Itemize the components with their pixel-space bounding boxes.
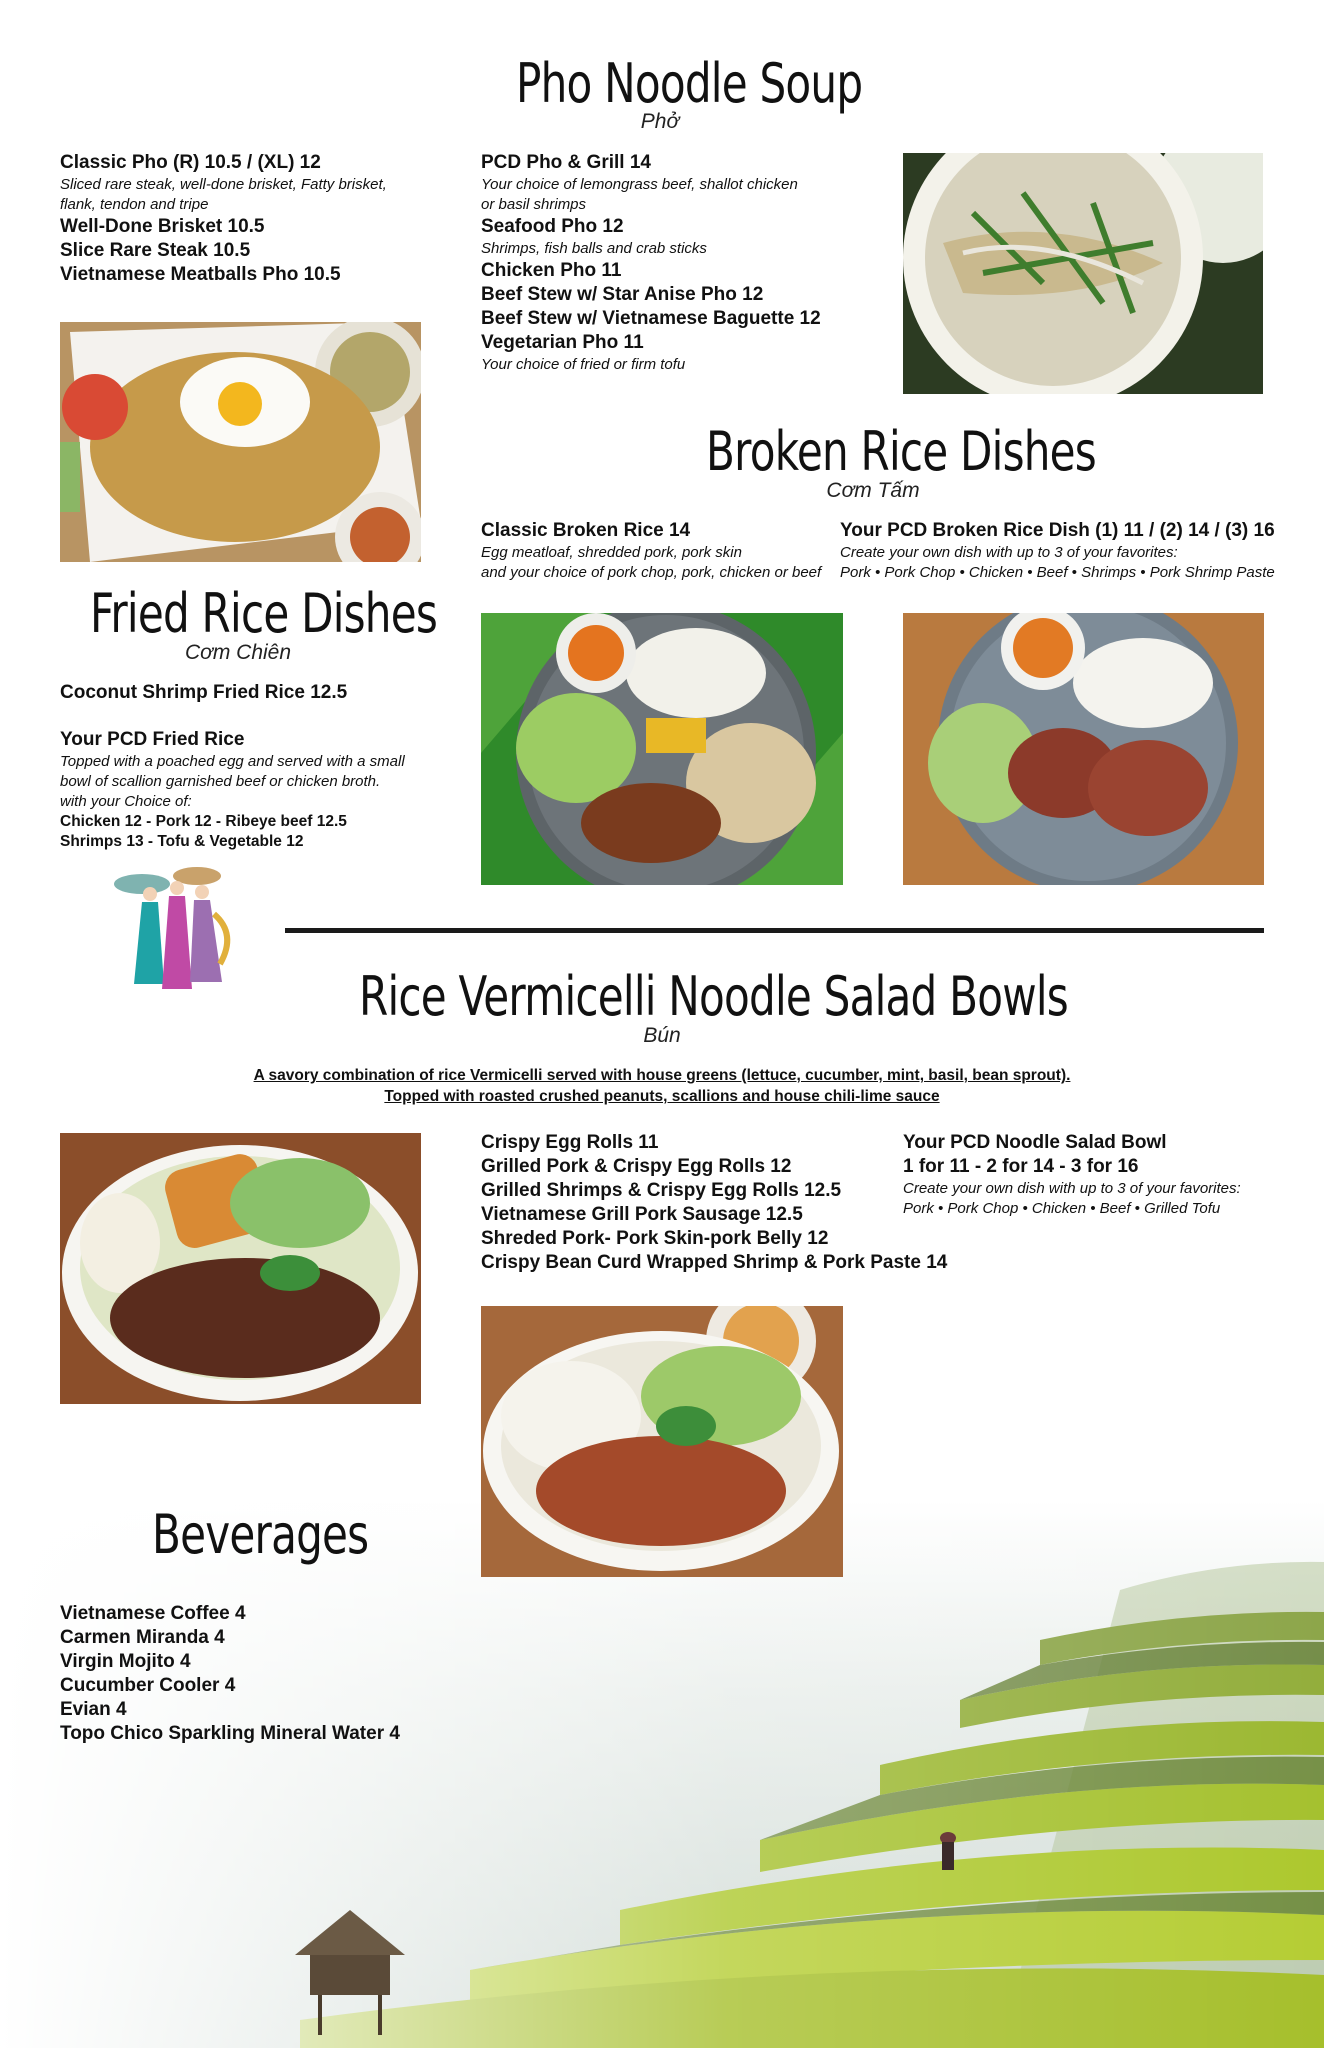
menu-item-name: PCD Pho & Grill 14 [481,152,651,173]
menu-item-name: Coconut Shrimp Fried Rice 12.5 [60,682,348,703]
menu-item-name: Chicken Pho 11 [481,260,622,281]
beverages-list [60,1602,400,1746]
vermicelli-custom [903,1131,1241,1219]
menu-item-name: Your PCD Broken Rice Dish (1) 11 / (2) 14 / (3) 16 [840,520,1275,541]
fried-rice-title: Fried Rice Dishes [90,582,438,645]
menu-item-name: Topo Chico Sparkling Mineral Water 4 [60,1723,400,1744]
vermicelli-subtitle: Bún [643,1024,681,1047]
menu-item-name: Your PCD Fried Rice [60,729,245,750]
pho-menu-column-2 [481,151,821,375]
menu-item-name: Beef Stew w/ Vietnamese Baguette 12 [481,308,821,329]
beverages-title: Beverages [152,1503,369,1566]
menu-item-desc: Your choice of lemongrass beef, shallot chicken or basil shrimps [481,176,798,213]
menu-item-name: Slice Rare Steak 10.5 [60,240,251,261]
menu-item-desc: Create your own dish with up to 3 of your favorites: Pork • Pork Chop • Chicken • Beef • Grilled Tofu [903,1180,1241,1217]
menu-item-option: Chicken 12 - Pork 12 - Ribeye beef 12.5 [60,813,347,830]
menu-item-name: Cucumber Cooler 4 [60,1675,236,1696]
menu-item-name: Carmen Miranda 4 [60,1627,225,1648]
pho-subtitle: Phở [640,110,680,133]
menu-item-desc: Create your own dish with up to 3 of your favorites: Pork • Pork Chop • Chicken • Beef • Shrimps • Pork Shrimp Paste [840,544,1275,581]
menu-item-option: Shrimps 13 - Tofu & Vegetable 12 [60,833,304,850]
fried-rice-subtitle: Cơm Chiên [184,641,292,664]
menu-item-name: Well-Done Brisket 10.5 [60,216,265,237]
menu-item-name: Beef Stew w/ Star Anise Pho 12 [481,284,764,305]
pork-chop-plate-photo [903,613,1264,885]
egg-roll-noodle-bowl-photo [60,1133,421,1404]
fried-rice-photo [60,322,421,562]
menu-item-desc: Sliced rare steak, well-done brisket, Fatty brisket, flank, tendon and tripe [60,176,387,213]
broken-rice-right [840,519,1275,583]
broken-rice-subtitle: Cơm Tấm [826,479,920,502]
menu-item-name: Classic Pho (R) 10.5 / (XL) 12 [60,152,321,173]
menu-item-name: Shreded Pork- Pork Skin-pork Belly 12 [481,1228,829,1249]
menu-item-name: Your PCD Noodle Salad Bowl [903,1132,1167,1153]
menu-item-name: Evian 4 [60,1699,127,1720]
menu-item-name: Vegetarian Pho 11 [481,332,644,353]
vermicelli-note-line-1: A savory combination of rice Vermicelli served with house greens (lettuce, cucumber, mint, basil, bean sprout). [253,1067,1071,1084]
menu-item-name: Vietnamese Grill Pork Sausage 12.5 [481,1204,803,1225]
menu-item-name: Vietnamese Coffee 4 [60,1603,246,1624]
ao-dai-women-illustration [112,864,246,996]
menu-item-name: Crispy Bean Curd Wrapped Shrimp & Pork Paste 14 [481,1252,948,1273]
rice-terrace-background [0,1500,1324,2048]
menu-item-desc: Topped with a poached egg and served with a small bowl of scallion garnished beef or chicken broth. with your Choice of: [60,753,405,810]
menu-item-name: Seafood Pho 12 [481,216,624,237]
vermicelli-note [162,1065,1162,1107]
menu-item-name: Classic Broken Rice 14 [481,520,691,541]
pho-bowl-photo [903,153,1263,394]
section-divider [285,928,1264,933]
pho-menu-column-1 [60,151,387,287]
vermicelli-items [481,1131,947,1275]
pho-title: Pho Noodle Soup [516,52,863,115]
menu-item-name: Crispy Egg Rolls 11 [481,1132,659,1153]
grilled-pork-noodle-bowl-photo [481,1306,843,1577]
broken-rice-left [481,519,821,583]
fried-rice-menu [60,681,405,852]
menu-item-name: Grilled Pork & Crispy Egg Rolls 12 [481,1156,792,1177]
broken-rice-plate-photo [481,613,843,885]
menu-item-name: 1 for 11 - 2 for 14 - 3 for 16 [903,1156,1139,1177]
menu-item-desc: Shrimps, fish balls and crab sticks [481,240,707,257]
menu-item-name: Vietnamese Meatballs Pho 10.5 [60,264,341,285]
farmer-icon [940,1832,956,1870]
menu-item-name: Grilled Shrimps & Crispy Egg Rolls 12.5 [481,1180,842,1201]
vermicelli-note-line-2: Topped with roasted crushed peanuts, scallions and house chili-lime sauce [384,1088,940,1105]
menu-item-desc: Egg meatloaf, shredded pork, pork skin and your choice of pork chop, pork, chicken or beef [481,544,822,581]
menu-item-name: Virgin Mojito 4 [60,1651,191,1672]
broken-rice-title: Broken Rice Dishes [706,420,1096,483]
menu-item-desc: Your choice of fried or firm tofu [481,356,686,373]
vermicelli-title: Rice Vermicelli Noodle Salad Bowls [359,965,1068,1028]
